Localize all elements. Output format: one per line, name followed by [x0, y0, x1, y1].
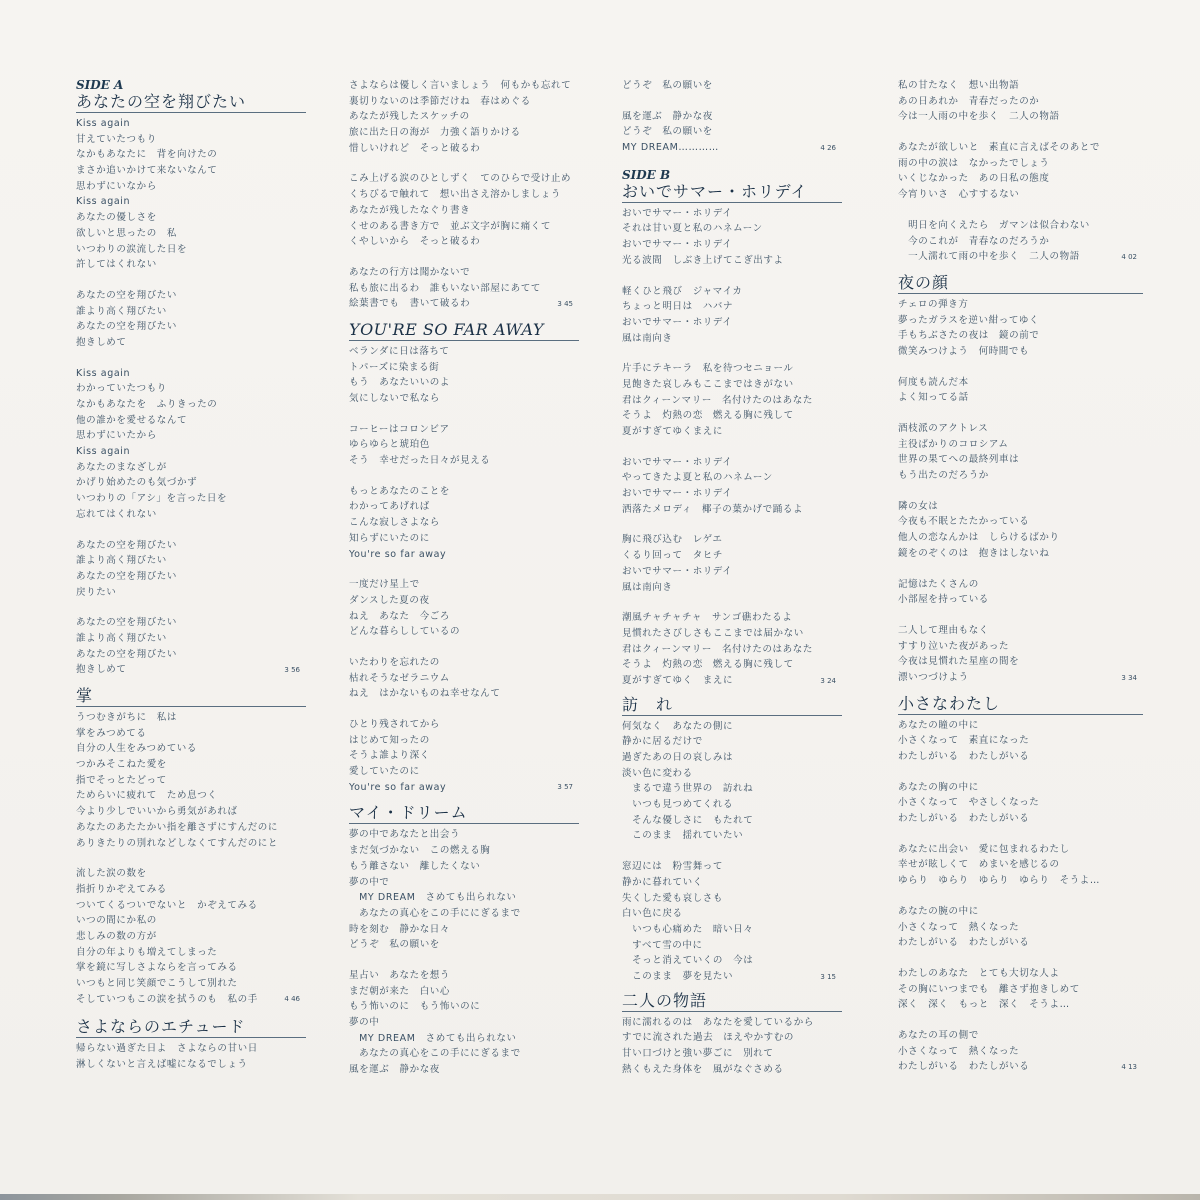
- lyric-line: いたわりを忘れたの: [349, 656, 440, 668]
- lyric-line: ちょっと明日は ハバナ: [622, 301, 734, 313]
- lyric-line: 掌を鏡に写しさよならを言ってみる: [76, 962, 238, 974]
- lyric-line: 夏がすぎてゆくまえに: [622, 426, 724, 437]
- lyric-line: こみ上げる涙のひとしずく てのひらで受け止め: [349, 173, 572, 185]
- stanza-gap: [76, 351, 306, 366]
- column-1: [76, 78, 306, 1073]
- lyric-line: おいでサマー・ホリデイ: [622, 565, 733, 577]
- lyric-line: 夢の中: [349, 1017, 380, 1028]
- lyric-line: 夢の中であなたと出会う: [349, 829, 461, 841]
- lyric-line: あなたの行方は聞かないで: [349, 266, 471, 278]
- song-section: [349, 320, 579, 796]
- lyric-line: 雨に濡れるのは あなたを愛しているから: [622, 1016, 814, 1028]
- lyric-line: 他人の恋なんかは しらけるばかり: [898, 532, 1060, 544]
- lyric-line: さよならは優しく言いましょう 何もかも忘れて: [349, 80, 572, 91]
- lyric-line: 洒落たメロディ 椰子の葉かげで踊るよ: [622, 503, 804, 515]
- song-title: マイ・ドリーム: [349, 803, 579, 824]
- lyric-line: Kiss again: [76, 196, 131, 208]
- lyric-line: いつもと同じ笑顔でこうして別れた: [76, 978, 238, 989]
- lyric-line: やってきたよ夏と私のハネムーン: [622, 472, 773, 484]
- song-section: [898, 273, 1143, 686]
- lyric-line: あなたの胸の中に: [898, 781, 979, 793]
- stanza-gap: [898, 562, 1143, 577]
- lyric-line: ねえ あなた 今ごろ: [349, 610, 451, 622]
- stanza-gap: [898, 1013, 1143, 1028]
- song-duration: 4 02: [1121, 252, 1137, 261]
- lyric-line: 小さくなって 熱くなった: [898, 921, 1020, 933]
- lyric-line: 小さくなって 素直になった: [898, 735, 1030, 747]
- lyric-line: あなたの空を翔びたい: [76, 321, 178, 333]
- stanza-gap: [349, 469, 579, 484]
- lyric-line: もう怖いのに もう怖いのに: [349, 1001, 481, 1013]
- lyric-line: MY DREAM…………: [622, 142, 719, 154]
- lyric-line: ベランダに日は落ちて: [349, 345, 450, 357]
- lyric-line: コーヒーはコロンビア: [349, 423, 450, 435]
- lyric-line: いつわりの「アシ」を言った日を: [76, 493, 228, 505]
- stanza-gap: [622, 346, 842, 361]
- lyric-line: 誰より高く翔びたい: [76, 555, 167, 567]
- lyric-line: このまま 揺れていたい: [622, 830, 744, 842]
- lyric-line: 片手にテキーラ 私を待つセニョール: [622, 363, 794, 375]
- lyric-line: 風は南向き: [622, 581, 673, 593]
- lyric-line: ついてくるついでないと かぞえてみる: [76, 899, 258, 911]
- lyric-line: 小さくなって やさしくなった: [898, 797, 1040, 809]
- song-section: [622, 78, 842, 156]
- lyric-line: なかもあなたに 背を向けたの: [76, 149, 218, 161]
- lyric-line: あなたに出会い 愛に包まれるわたし: [898, 843, 1070, 855]
- song-section: [76, 92, 306, 678]
- lyric-line: Kiss again: [76, 367, 131, 379]
- song-section: [898, 78, 1143, 265]
- lyric-line: あなたの耳の側で: [898, 1029, 979, 1041]
- lyric-line: 今のこれが 青春なのだろうか: [898, 235, 1050, 247]
- lyric-line: はじめて知ったの: [349, 734, 430, 746]
- lyric-line: 誰より高く翔びたい: [76, 305, 167, 317]
- lyric-line: 愛していたのに: [349, 766, 420, 778]
- lyric-line: MY DREAM さめても出られない: [349, 892, 517, 904]
- song-title: 夜の顔: [898, 273, 1143, 294]
- song-duration: 4 46: [284, 995, 300, 1004]
- lyric-line: 風を運ぶ 静かな夜: [622, 110, 713, 122]
- lyric-line: あなたが残したなぐり書き: [349, 204, 471, 216]
- lyric-line: 掌をみつめてる: [76, 727, 147, 739]
- lyric-line: そうよ誰より深く: [349, 750, 430, 762]
- lyric-line: そうよ 灼熱の恋 燃える胸に残して: [622, 659, 794, 671]
- lyric-line: 私の甘たなく 想い出物語: [898, 80, 1020, 91]
- stanza-gap: [349, 640, 579, 655]
- lyric-line: まるで違う世界の 訪れね: [622, 783, 754, 795]
- lyric-line: Kiss again: [76, 446, 131, 458]
- lyric-line: ゆらゆらと琥珀色: [349, 439, 430, 451]
- lyric-line: ためらいに疲れて ため息つく: [76, 790, 218, 802]
- stanza-gap: [898, 889, 1143, 904]
- column-4: [898, 78, 1143, 1075]
- song-title: YOU'RE SO FAR AWAY: [349, 320, 579, 341]
- lyric-line: 君はクィーンマリー 名付けたのはあなた: [622, 643, 813, 655]
- stanza-gap: [76, 851, 306, 866]
- lyric-line: 今夜は見慣れた星座の間を: [898, 656, 1020, 668]
- lyric-line: あなたの真心をこの手ににぎるまで: [349, 1048, 521, 1060]
- lyric-line: 夏がすぎてゆく まえに: [622, 674, 734, 686]
- lyric-line: 何気なく あなたの側に: [622, 720, 734, 732]
- lyric-line: 胸に飛び込む レゲエ: [622, 534, 723, 546]
- lyric-line: Kiss again: [76, 118, 131, 129]
- stanza-gap: [349, 407, 579, 422]
- lyric-line: わたしがいる わたしがいる: [898, 1061, 1030, 1073]
- song-section: [349, 803, 579, 1077]
- lyric-line: You're so far away: [349, 548, 447, 560]
- lyric-line: 何度も読んだ本: [898, 376, 969, 388]
- lyric-line: よく知ってる話: [898, 392, 969, 404]
- lyric-line: 自分の年よりも増えてしまった: [76, 946, 218, 958]
- lyric-line: いつも心痛めた 暗い日々: [622, 923, 754, 935]
- lyric-line: 気にしないで私なら: [349, 393, 440, 404]
- stanza-gap: [898, 608, 1143, 623]
- lyric-line: 許してはくれない: [76, 259, 157, 271]
- stanza-gap: [76, 523, 306, 538]
- song-title: 小さなわたし: [898, 694, 1143, 715]
- song-duration: 3 45: [557, 299, 573, 308]
- stanza-gap: [622, 440, 842, 455]
- lyric-line: 忘れてはくれない: [76, 508, 157, 520]
- lyric-line: すすり泣いた夜があった: [898, 640, 1010, 652]
- song-title: さよならのエチュード: [76, 1017, 306, 1038]
- lyric-line: 隣の女は: [898, 500, 939, 512]
- lyric-line: 抱きしめて: [76, 664, 127, 676]
- lyric-line: 戻りたい: [76, 586, 117, 598]
- lyric-line: もっとあなたのことを: [349, 485, 451, 497]
- lyric-line: チェロの弾き方: [898, 298, 969, 310]
- lyric-line: 一度だけ星上で: [349, 579, 420, 591]
- lyric-line: 手もちぶさたの夜は 鏡の前で: [898, 330, 1040, 342]
- lyric-line: 帰らない過ぎた日よ さよならの甘い日: [76, 1043, 258, 1055]
- stanza-gap: [898, 765, 1143, 780]
- lyric-line: わたしがいる わたしがいる: [898, 813, 1030, 825]
- lyric-line: 静かに暮れていく: [622, 876, 703, 888]
- lyric-line: わかっていたつもり: [76, 383, 167, 395]
- lyric-line: 記憶はたくさんの: [898, 578, 979, 590]
- stanza-gap: [622, 517, 842, 532]
- lyric-line: 風は南向き: [622, 332, 673, 344]
- lyric-line: 時を刻む 静かな日々: [349, 923, 451, 935]
- lyric-line: 思わずにいたから: [76, 430, 157, 442]
- lyric-line: まだ気づかない この燃える胸: [349, 845, 491, 857]
- lyric-line: 他の誰かを愛せるなんて: [76, 414, 188, 426]
- song-title: 訪 れ: [622, 695, 842, 716]
- lyric-line: 誰より高く翔びたい: [76, 632, 167, 644]
- lyric-line: おいでサマー・ホリデイ: [622, 239, 733, 251]
- lyric-line: 甘えていたつもり: [76, 133, 157, 145]
- song-section: [349, 78, 579, 312]
- song-title: 掌: [76, 686, 306, 707]
- lyric-line: 失くした愛も哀しさも: [622, 892, 724, 904]
- lyric-line: 二人して理由もなく: [898, 624, 989, 636]
- lyric-line: 夢ったガラスを逆い紺ってゆく: [898, 314, 1040, 326]
- lyric-line: 酒枝派のアクトレス: [898, 423, 989, 434]
- lyric-line: トパーズに染まる街: [349, 361, 440, 373]
- lyric-line: おいでサマー・ホリデイ: [622, 488, 733, 500]
- song-section: [76, 686, 306, 1007]
- song-section: [898, 694, 1143, 1075]
- lyric-line: おいでサマー・ホリデイ: [622, 456, 733, 468]
- lyric-line: そんな優しさに もたれて: [622, 814, 754, 826]
- lyric-line: まさか追いかけて来ないなんて: [76, 165, 218, 177]
- song-title: あなたの空を翔びたい: [76, 92, 306, 113]
- lyric-line: 今夜も不眠とたたかっている: [898, 516, 1030, 528]
- lyric-line: あなたの空を翔びたい: [76, 570, 178, 582]
- lyric-line: あなたの真心をこの手ににぎるまで: [349, 907, 521, 919]
- lyric-line: You're so far away: [349, 781, 447, 793]
- lyric-line: もう あなたいいのよ: [349, 377, 451, 389]
- lyric-line: どうぞ 私の願いを: [622, 126, 713, 138]
- song-duration: 4 26: [820, 143, 836, 152]
- lyric-line: 自分の人生をみつめている: [76, 743, 198, 755]
- song-section: [622, 991, 842, 1078]
- lyric-line: 夢の中で: [349, 876, 390, 888]
- lyric-line: くるり回って タヒチ: [622, 550, 724, 562]
- stanza-gap: [622, 844, 842, 859]
- lyric-line: 惜しいけれど そっと破るわ: [349, 142, 481, 154]
- lyric-line: 私も旅に出るわ 誰もいない部屋にあてて: [349, 282, 541, 294]
- song-duration: 4 13: [1121, 1063, 1137, 1071]
- lyric-line: 漂いつづけよう: [898, 671, 969, 683]
- lyric-line: くせのある書き方で 並ぶ文字が胸に痛くて: [349, 220, 552, 232]
- lyric-line: うつむきがちに 私は: [76, 712, 178, 723]
- lyric-line: 主役ばかりのコロシアム: [898, 438, 1009, 450]
- lyric-line: わたしがいる わたしがいる: [898, 937, 1030, 949]
- lyric-line: ありきたりの別れなどしなくてすんだのにと: [76, 837, 279, 849]
- lyric-line: ダンスした夏の夜: [349, 594, 430, 606]
- lyric-line: 軽くひと飛び ジャマイカ: [622, 285, 743, 297]
- lyric-line: 過ぎたあの日の哀しみは: [622, 752, 734, 763]
- song-section: [622, 182, 842, 689]
- lyric-line: あなたの瞳の中に: [898, 719, 979, 731]
- lyric-line: 思わずにいなから: [76, 180, 157, 192]
- lyric-line: それは甘い夏と私のハネムーン: [622, 223, 763, 235]
- lyric-line: 世界の果てへの最終列車は: [898, 454, 1020, 466]
- side-a-label: SIDE A: [76, 78, 124, 92]
- lyric-line: どうぞ 私の願いを: [622, 80, 713, 91]
- lyric-line: 甘い口づけと強い夢ごに 別れて: [622, 1048, 774, 1059]
- lyric-line: いつの間にか私の: [76, 915, 157, 927]
- lyric-line: 窓辺には 粉雪舞って: [622, 861, 724, 873]
- song-duration: 3 34: [1121, 673, 1137, 682]
- lyric-line: 潮風チャチャチャ サンゴ礁わたるよ: [622, 612, 793, 624]
- lyric-line: そしていつもこの涙を拭うのも 私の手: [76, 993, 258, 1005]
- stanza-gap: [349, 953, 579, 968]
- lyric-line: おいでサマー・ホリデイ: [622, 316, 733, 328]
- lyric-line: 白い色に戻る: [622, 908, 683, 920]
- song-duration: 3 24: [820, 676, 836, 685]
- lyric-line: いつわりの涙流した日を: [76, 243, 188, 255]
- lyric-line: 深く 深く もっと 深く そうよ…: [898, 999, 1070, 1011]
- song-duration: 3 15: [820, 972, 836, 981]
- lyric-line: 悲しみの数の方が: [76, 930, 157, 942]
- lyric-line: あなたのまなざしが: [76, 461, 167, 473]
- lyric-line: あなたの空を翔びたい: [76, 539, 178, 551]
- lyric-line: あなたの空を翔びたい: [76, 289, 178, 301]
- lyric-line: あなたの優しさを: [76, 212, 157, 224]
- lyric-line: あなたの空を翔びたい: [76, 617, 178, 629]
- side-b-label: SIDE B: [622, 167, 671, 182]
- lyric-line: 旅に出た日の海が 力強く語りかける: [349, 127, 521, 139]
- lyric-line: 指折りかぞえてみる: [76, 883, 167, 895]
- stanza-gap: [349, 702, 579, 717]
- lyric-line: 明日を向くえたら ガマンは似合わない: [898, 219, 1090, 231]
- stanza-gap: [898, 360, 1143, 375]
- lyric-line: その胸にいつまでも 離さず抱きしめて: [898, 983, 1080, 995]
- lyric-line: 熱くもえた身体を 風がなぐさめる: [622, 1063, 784, 1075]
- lyric-line: まだ朝が来た 白い心: [349, 985, 451, 997]
- lyric-line: このまま 夢を見たい: [622, 970, 734, 982]
- lyric-line: 鏡をのぞくのは 抱きはしないね: [898, 547, 1050, 559]
- lyric-line: 微笑みつけよう 何時間でも: [898, 345, 1030, 357]
- stanza-gap: [898, 125, 1143, 140]
- lyric-line: 光る波間 しぶき上げてこぎ出すよ: [622, 254, 784, 266]
- song-section: [622, 695, 842, 985]
- lyric-line: ゆらり ゆらり ゆらり ゆらり そうよ…: [898, 875, 1101, 887]
- lyric-line: 流した涙の数を: [76, 868, 147, 880]
- stanza-gap: [622, 269, 842, 284]
- lyric-line: 一人濡れて雨の中を歩く 二人の物語: [898, 251, 1080, 263]
- lyric-line: 枯れそうなゼラニウム: [349, 672, 450, 684]
- lyric-line: どうぞ 私の願いを: [349, 939, 440, 951]
- lyric-line: あなたの空を翔びたい: [76, 648, 178, 660]
- lyric-line: 君はクィーンマリー 名付けたのはあなた: [622, 394, 813, 406]
- lyric-line: 静かに居るだけで: [622, 736, 703, 748]
- lyric-line: 抱きしめて: [76, 336, 127, 348]
- lyric-line: くちびるで触れて 想い出さえ溶かしましょう: [349, 189, 562, 201]
- stanza-gap: [898, 827, 1143, 842]
- lyric-line: すべて雪の中に: [622, 939, 703, 951]
- lyric-line: 見慣れたさびしさもここまでは届かない: [622, 627, 804, 639]
- lyric-line: もう出たのだろうか: [898, 470, 989, 482]
- song-section: [76, 1017, 306, 1072]
- stanza-gap: [898, 406, 1143, 421]
- lyric-line: ひとり残されてから: [349, 719, 440, 730]
- lyric-line: 雨の中の涙は なかったでしょう: [898, 157, 1050, 169]
- lyric-line: くやしいから そっと破るわ: [349, 236, 481, 248]
- lyric-line: あなたのあたたかい指を離さずにすんだのに: [76, 821, 279, 833]
- lyric-line: 裏切りないのは季節だけね 春はめぐる: [349, 95, 531, 107]
- lyric-line: あなたが欲しいと 素直に言えばそのあとで: [898, 142, 1101, 154]
- stanza-gap: [898, 484, 1143, 499]
- song-title: 二人の物語: [622, 991, 842, 1012]
- lyric-line: わかってあげれば: [349, 501, 430, 513]
- lyric-line: 今は一人雨の中を歩く 二人の物語: [898, 111, 1060, 123]
- column-3: [622, 78, 842, 1077]
- lyric-line: 小さくなって 熱くなった: [898, 1045, 1020, 1057]
- lyric-line: 見飽きた哀しみもここまではきがない: [622, 378, 794, 390]
- lyric-line: 知らずにいたのに: [349, 532, 430, 544]
- lyric-line: あなたの腕の中に: [898, 905, 979, 917]
- lyric-line: わたしのあなた とても大切な人よ: [898, 967, 1060, 979]
- stanza-gap: [76, 273, 306, 288]
- lyric-line: ねえ はかないものね幸せなんて: [349, 688, 501, 700]
- stanza-gap: [349, 156, 579, 171]
- lyric-line: あなたが残したスケッチの: [349, 111, 470, 123]
- lyric-line: いつも見つめてくれる: [622, 799, 734, 811]
- lyric-line: 欲しいと思ったの 私: [76, 227, 178, 239]
- column-2: [349, 78, 579, 1078]
- stanza-gap: [898, 951, 1143, 966]
- lyric-line: そうよ 灼熱の恋 燃える胸に残して: [622, 410, 794, 422]
- song-duration: 3 57: [557, 783, 573, 792]
- lyric-line: 今宵りいさ 心すするない: [898, 189, 1020, 201]
- lyric-line: わたしがいる わたしがいる: [898, 751, 1030, 762]
- lyric-line: どんな暮らししているの: [349, 626, 461, 638]
- lyric-line: あの日あれか 青春だったのか: [898, 95, 1040, 107]
- lyric-line: 小部屋を持っている: [898, 594, 989, 606]
- lyric-line: おいでサマー・ホリデイ: [622, 207, 733, 219]
- lyric-line: そっと消えていくの 今は: [622, 955, 754, 967]
- lyric-line: つかみそこねた愛を: [76, 759, 167, 771]
- lyric-line: 風を運ぶ 静かな夜: [349, 1064, 440, 1076]
- stanza-gap: [349, 562, 579, 577]
- lyric-line: 星占い あなたを想う: [349, 969, 451, 981]
- lyric-line: 淋しくないと言えば嘘になるでしょう: [76, 1059, 248, 1071]
- lyric-line: 今より少しでいいから勇気があれば: [76, 806, 238, 818]
- stanza-gap: [622, 595, 842, 610]
- lyric-line: いくじなかった あの日私の態度: [898, 173, 1050, 185]
- lyric-line: もう離さない 離したくない: [349, 860, 481, 872]
- lyric-line: MY DREAM さめても出られない: [349, 1032, 517, 1044]
- lyric-line: 淡い色に変わる: [622, 767, 693, 779]
- lyric-line: かげり始めたのも気づかず: [76, 477, 198, 489]
- lyric-line: 絵葉書でも 書いて破るわ: [349, 298, 471, 310]
- lyric-line: 指でそっとたどって: [76, 774, 167, 786]
- stanza-gap: [622, 94, 842, 109]
- lyric-line: そう 幸せだった日々が見える: [349, 455, 491, 467]
- stanza-gap: [898, 203, 1143, 218]
- song-duration: 3 56: [284, 666, 300, 674]
- lyric-line: こんな寂しさよなら: [349, 517, 440, 529]
- lyric-line: なかもあなたを ふりきったの: [76, 399, 218, 410]
- sleeve-edge: [0, 1194, 1200, 1200]
- lyric-line: 幸せが眩しくて めまいを感じるの: [898, 859, 1060, 871]
- lyric-line: すでに流された過去 ほえやかすむの: [622, 1032, 794, 1044]
- stanza-gap: [76, 600, 306, 615]
- stanza-gap: [349, 250, 579, 265]
- song-title: おいでサマー・ホリデイ: [622, 182, 842, 203]
